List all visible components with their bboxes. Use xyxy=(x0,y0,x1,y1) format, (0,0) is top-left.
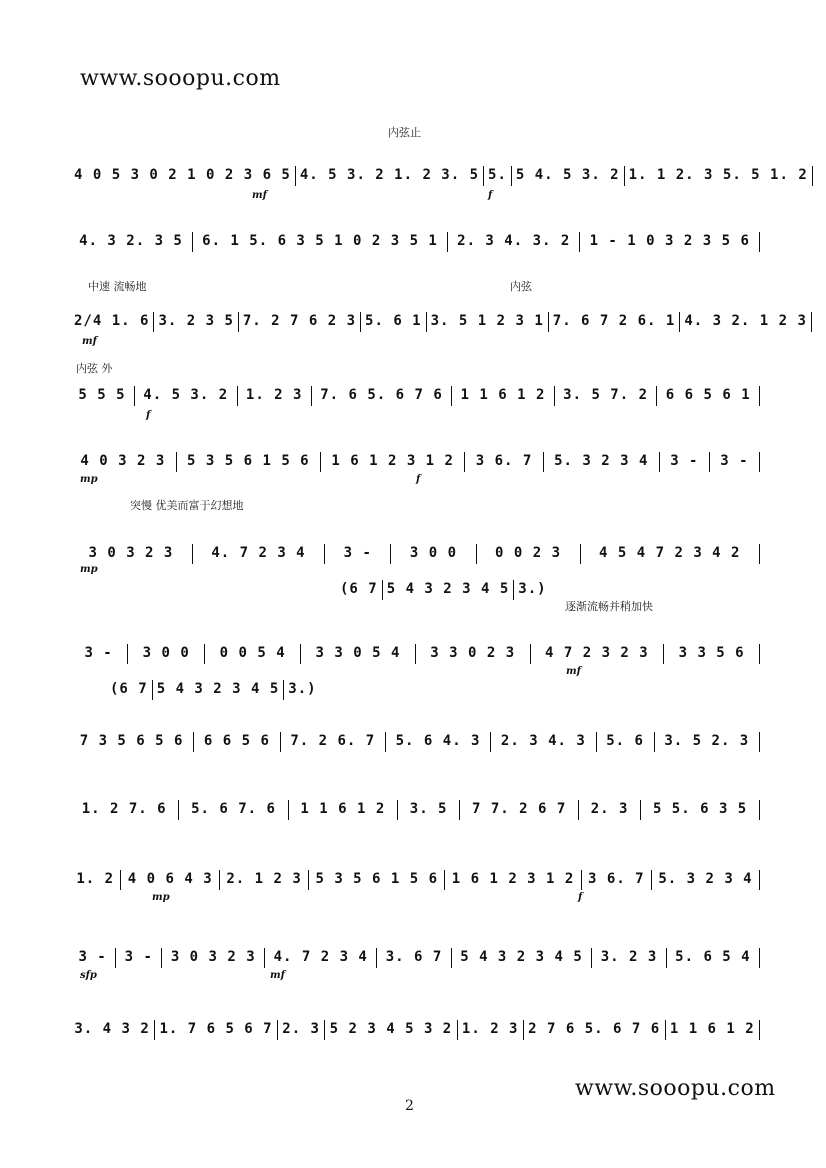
barline xyxy=(444,870,445,890)
measure: 5 3 5 6 1 5 6 xyxy=(187,453,310,469)
barline xyxy=(451,948,452,968)
measure: 3 3 5 6 xyxy=(678,645,745,661)
measure: 5. 6 5 4 xyxy=(675,949,751,965)
measure: 7. 2 6. 7 xyxy=(290,733,376,749)
staff-row-5 xyxy=(74,448,764,472)
measure: 5. 6 7. 6 xyxy=(191,801,276,817)
measure: 2. 3 xyxy=(590,801,629,817)
barline xyxy=(490,732,491,752)
staff-row-6-paren xyxy=(340,576,547,600)
measure: 7 7. 2 6 7 xyxy=(471,801,567,817)
measure: 7. 6 7 2 6. 1 xyxy=(552,313,676,329)
measure: 2/4 1. 6 xyxy=(74,313,150,329)
measure: 7. 6 5. 6 7 6 xyxy=(320,387,443,403)
barline xyxy=(127,644,128,664)
dynamic-mark: mp xyxy=(80,474,98,485)
measure: 3 3 0 5 4 xyxy=(315,645,401,661)
barline xyxy=(659,452,660,472)
barline xyxy=(759,232,760,252)
staff-row-11 xyxy=(74,944,764,968)
measure: 3 - xyxy=(720,453,749,469)
barline xyxy=(578,800,579,820)
barline xyxy=(178,800,179,820)
barline xyxy=(759,870,760,890)
measure: 3. 5 1 2 3 1 xyxy=(430,313,544,329)
dynamic-mark: f xyxy=(146,410,151,421)
barline xyxy=(579,232,580,252)
measure: 1. 2 xyxy=(76,871,115,887)
measure: 4. 5 3. 2 1. 2 3. 5 xyxy=(299,167,480,183)
barline xyxy=(192,544,193,564)
direction-inner-outer: 内弦 外 xyxy=(76,362,113,375)
barline xyxy=(277,1020,278,1040)
dynamic-mark: f xyxy=(416,474,421,485)
measure: 1. 2 3 xyxy=(461,1021,519,1037)
barline xyxy=(581,870,582,890)
barline xyxy=(153,312,154,332)
measure: 5 4 3 2 3 4 5 xyxy=(460,949,583,965)
measure: 3. 2 3 xyxy=(600,949,658,965)
barline xyxy=(376,948,377,968)
measure: 1 - 1 0 3 2 3 5 6 xyxy=(589,233,750,249)
barline xyxy=(134,386,135,406)
staff-row-3 xyxy=(74,308,807,332)
measure: 0 0 5 4 xyxy=(219,645,286,661)
barline xyxy=(264,948,265,968)
measure: 4 5 4 7 2 3 4 2 xyxy=(599,545,741,561)
barline xyxy=(554,386,555,406)
measure: (6 7 xyxy=(340,581,378,597)
measure: 5 2 3 4 5 3 2 xyxy=(329,1021,453,1037)
barline xyxy=(709,452,710,472)
measure: 3. 5 2. 3 xyxy=(664,733,750,749)
measure: 2. 1 2 3 xyxy=(226,871,302,887)
barline xyxy=(656,386,657,406)
measure: 6 6 5 6 xyxy=(203,733,270,749)
dynamic-mark: mp xyxy=(152,892,170,903)
barline xyxy=(665,1020,666,1040)
barline xyxy=(192,232,193,252)
measure: 4 0 6 4 3 xyxy=(127,871,213,887)
barline xyxy=(308,870,309,890)
staff-row-2 xyxy=(74,228,764,252)
barline xyxy=(324,1020,325,1040)
measure: 5 4 3 2 3 4 5 xyxy=(386,581,510,597)
barline xyxy=(219,870,220,890)
barline xyxy=(511,166,512,186)
barline xyxy=(812,166,813,186)
measure: 3.) xyxy=(288,681,317,697)
barline xyxy=(288,800,289,820)
measure: 3 - xyxy=(78,949,107,965)
measure: 4. 7 2 3 4 xyxy=(273,949,368,965)
measure: 1. 1 2. 3 5. 5 1. 2 xyxy=(628,167,808,183)
measure: 5. xyxy=(488,167,507,183)
barline xyxy=(120,870,121,890)
barline xyxy=(176,452,177,472)
measure: 4 0 5 3 0 2 1 0 2 3 6 5 xyxy=(74,167,291,183)
measure: 5. 3 2 3 4 xyxy=(658,871,753,887)
measure: 1. 2 7. 6 xyxy=(81,801,167,817)
measure: 5. 6 1 xyxy=(365,313,422,329)
barline xyxy=(543,452,544,472)
barline xyxy=(457,1020,458,1040)
barline xyxy=(548,312,549,332)
barline xyxy=(759,644,760,664)
dynamic-mark: mf xyxy=(270,970,285,981)
barline xyxy=(397,800,398,820)
measure: 3.) xyxy=(518,581,547,597)
barline xyxy=(300,644,301,664)
barline xyxy=(530,644,531,664)
measure: 5. 6 xyxy=(606,733,644,749)
measure: 1 6 1 2 3 1 2 xyxy=(331,453,454,469)
barline xyxy=(580,544,581,564)
measure: 4 7 2 3 2 3 xyxy=(545,645,649,661)
barline xyxy=(451,386,452,406)
measure: 7 3 5 6 5 6 xyxy=(79,733,184,749)
measure: 3. 6 7 xyxy=(385,949,443,965)
direction-slow: 突慢 优美而富于幻想地 xyxy=(130,499,244,512)
barline xyxy=(591,948,592,968)
measure: 2. 3 4. 3 xyxy=(500,733,586,749)
measure: 5 5. 6 3 5 xyxy=(652,801,748,817)
barline xyxy=(759,452,760,472)
barline xyxy=(679,312,680,332)
measure: 2. 3 4. 3. 2 xyxy=(457,233,571,249)
barline xyxy=(476,544,477,564)
barline xyxy=(523,1020,524,1040)
barline xyxy=(320,452,321,472)
staff-row-6 xyxy=(74,540,764,564)
barline xyxy=(415,644,416,664)
barline xyxy=(115,948,116,968)
staff-row-8 xyxy=(74,728,764,752)
measure: 4. 5 3. 2 xyxy=(143,387,229,403)
measure: 3 - xyxy=(84,645,113,661)
barline xyxy=(204,644,205,664)
measure: 1 1 6 1 2 xyxy=(669,1021,755,1037)
measure: 5 4. 5 3. 2 xyxy=(515,167,620,183)
staff-row-7 xyxy=(74,640,764,664)
direction-inner-stop: 内弦止 xyxy=(388,126,421,139)
barline xyxy=(759,386,760,406)
barline xyxy=(759,1020,760,1040)
measure: 3 0 0 xyxy=(142,645,190,661)
measure: 3 - xyxy=(343,545,372,561)
barline xyxy=(193,732,194,752)
barline xyxy=(759,544,760,564)
measure: 4. 3 2. 1 2 3 xyxy=(684,313,807,329)
barline xyxy=(324,544,325,564)
direction-tempo: 中速 流畅地 xyxy=(88,280,147,293)
staff-row-10 xyxy=(74,866,764,890)
barline xyxy=(426,312,427,332)
measure: 5. 6 4. 3 xyxy=(395,733,481,749)
measure: 3. 5 xyxy=(409,801,448,817)
measure: 1 1 6 1 2 xyxy=(300,801,386,817)
barline xyxy=(295,166,296,186)
measure: 6. 1 5. 6 3 5 1 0 2 3 5 1 xyxy=(202,233,438,249)
barline xyxy=(654,732,655,752)
measure: 5. 3 2 3 4 xyxy=(554,453,649,469)
measure: 1 6 1 2 3 1 2 xyxy=(451,871,575,887)
barline xyxy=(161,948,162,968)
barline xyxy=(759,800,760,820)
barline xyxy=(382,580,383,600)
measure: 1. 2 3 xyxy=(245,387,303,403)
measure: 7. 2 7 6 2 3 xyxy=(242,313,357,329)
page-number: 2 xyxy=(405,1098,414,1114)
measure: 6 6 5 6 1 xyxy=(665,387,751,403)
barline xyxy=(596,732,597,752)
measure: 1 1 6 1 2 xyxy=(460,387,546,403)
dynamic-mark: mp xyxy=(80,564,98,575)
staff-row-9 xyxy=(74,796,764,820)
measure: 3 6. 7 xyxy=(588,871,645,887)
barline xyxy=(624,166,625,186)
barline xyxy=(666,948,667,968)
barline xyxy=(663,644,664,664)
barline xyxy=(154,1020,155,1040)
barline xyxy=(459,800,460,820)
barline xyxy=(390,544,391,564)
watermark-top: www.sooopu.com xyxy=(80,66,281,91)
barline xyxy=(360,312,361,332)
measure: 3 - xyxy=(670,453,699,469)
barline xyxy=(811,312,812,332)
measure: 3 0 0 xyxy=(409,545,458,561)
staff-row-4 xyxy=(74,382,764,406)
dynamic-mark: mf xyxy=(82,336,97,347)
measure: 3 0 3 2 3 xyxy=(88,545,174,561)
barline xyxy=(283,680,284,700)
measure: 5 5 5 xyxy=(78,387,126,403)
watermark-bottom: www.sooopu.com xyxy=(575,1076,776,1101)
barline xyxy=(447,232,448,252)
measure: 2. 3 xyxy=(282,1021,320,1037)
measure: 4 0 3 2 3 xyxy=(80,453,166,469)
measure: 3 0 3 2 3 xyxy=(170,949,256,965)
barline xyxy=(651,870,652,890)
measure: 3. 2 3 5 xyxy=(158,313,234,329)
barline xyxy=(513,580,514,600)
measure: 4. 3 2. 3 5 xyxy=(79,233,183,249)
dynamic-mark: f xyxy=(488,190,493,201)
measure: 3 6. 7 xyxy=(475,453,533,469)
barline xyxy=(311,386,312,406)
direction-flowing: 逐渐流畅并稍加快 xyxy=(565,600,653,613)
dynamic-mark: mf xyxy=(566,666,581,677)
measure: 3 - xyxy=(124,949,153,965)
measure: 5 4 3 2 3 4 5 xyxy=(156,681,280,697)
barline xyxy=(237,386,238,406)
barline xyxy=(640,800,641,820)
staff-row-7-paren xyxy=(110,676,317,700)
dynamic-mark: mf xyxy=(252,190,267,201)
measure: 3. 5 7. 2 xyxy=(563,387,649,403)
staff-row-1 xyxy=(74,162,808,186)
dynamic-mark: f xyxy=(578,892,583,903)
barline xyxy=(152,680,153,700)
measure: 0 0 2 3 xyxy=(495,545,562,561)
barline xyxy=(759,732,760,752)
barline xyxy=(385,732,386,752)
barline xyxy=(759,948,760,968)
measure: 4. 7 2 3 4 xyxy=(211,545,306,561)
dynamic-mark: sfp xyxy=(80,970,97,981)
measure: (6 7 xyxy=(110,681,148,697)
measure: 5 3 5 6 1 5 6 xyxy=(315,871,439,887)
barline xyxy=(483,166,484,186)
direction-inner-string: 内弦 xyxy=(510,280,532,293)
barline xyxy=(464,452,465,472)
barline xyxy=(238,312,239,332)
barline xyxy=(280,732,281,752)
measure: 2 7 6 5. 6 7 6 xyxy=(528,1021,661,1037)
measure: 3 3 0 2 3 xyxy=(430,645,516,661)
measure: 3. 4 3 2 xyxy=(74,1021,150,1037)
staff-row-12 xyxy=(74,1016,764,1040)
measure: 1. 7 6 5 6 7 xyxy=(159,1021,273,1037)
